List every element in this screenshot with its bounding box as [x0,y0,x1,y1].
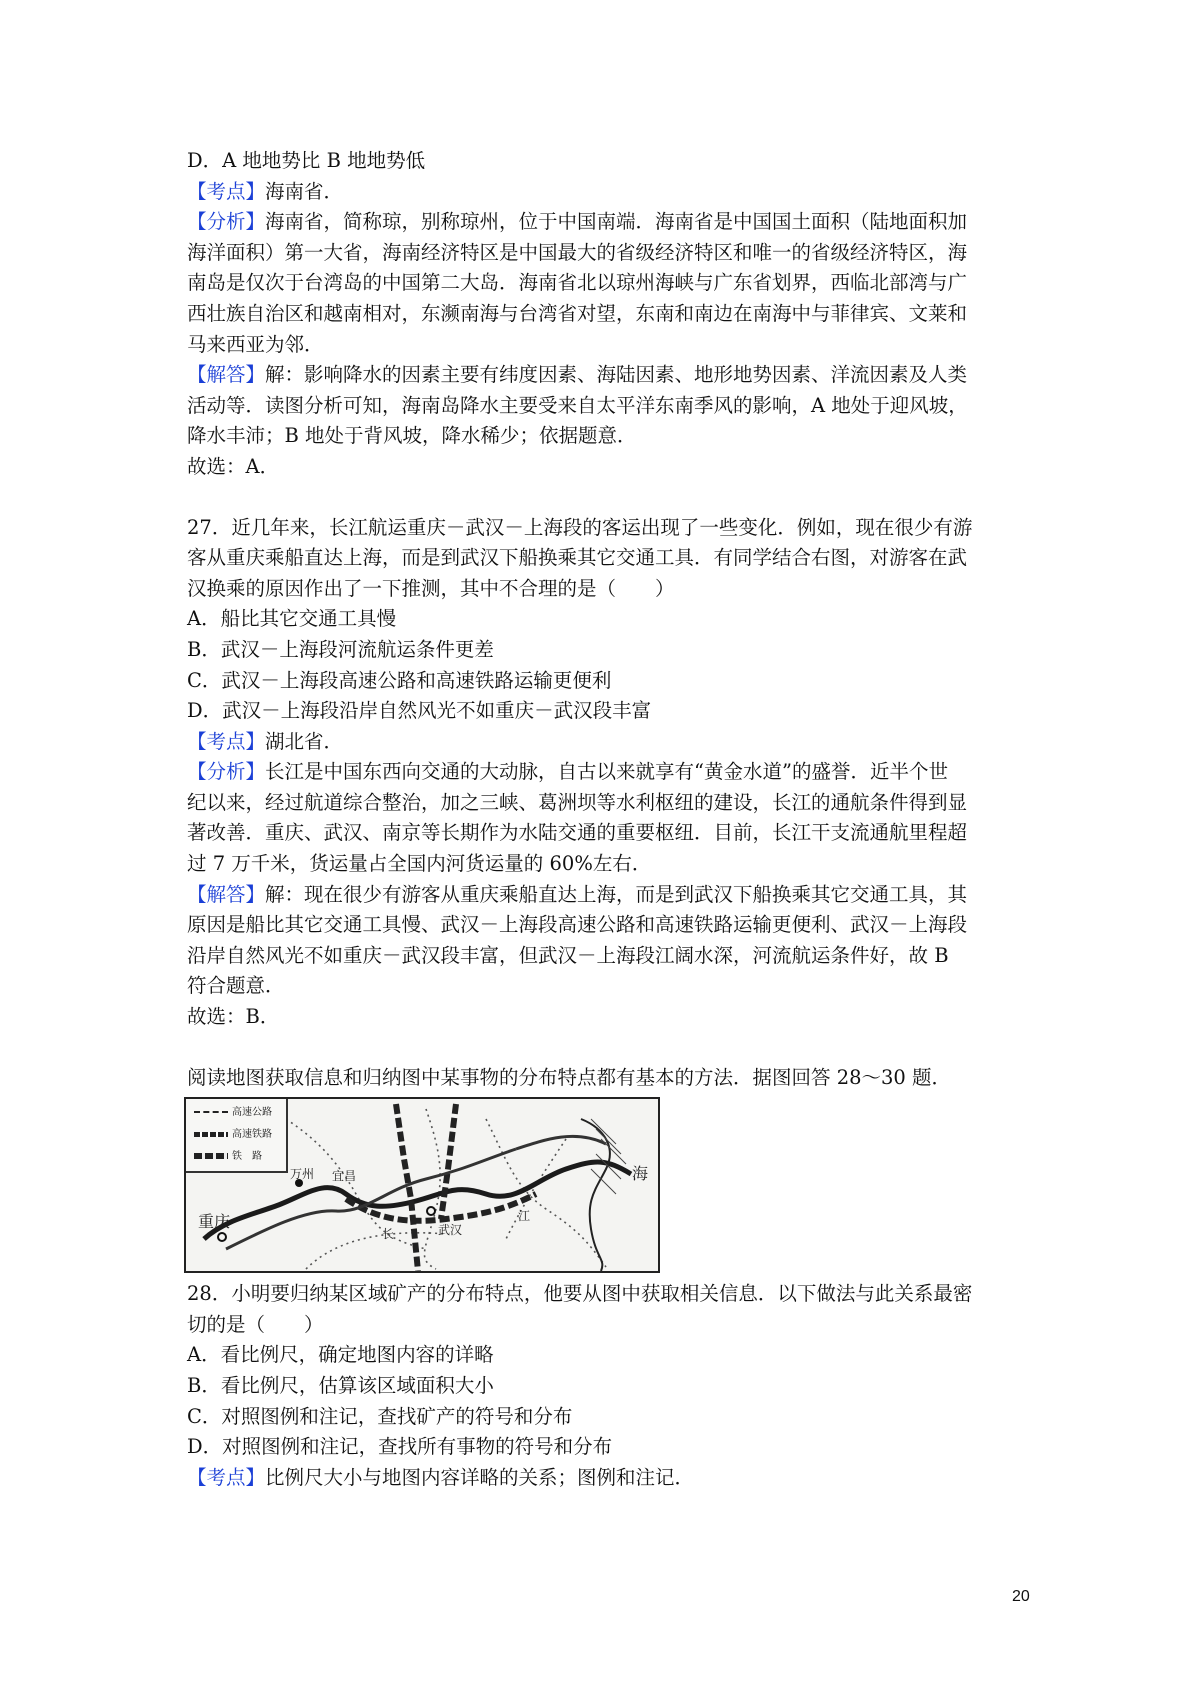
q26-jieda-line-2: 活动等．读图分析可知，海南岛降水主要受来自太平洋东南季风的影响，A 地处于迎风坡， [187,393,968,417]
sea-label: 海 [632,1164,649,1184]
q27-option-c: C．武汉－上海段高速公路和高速铁路运输更便利 [187,668,612,692]
q26-option-d: D．A 地地势比 B 地地势低 [187,149,426,172]
kaodian-tag: 【考点】 [187,729,266,753]
railway-symbol-icon [194,1153,228,1159]
jieda-text: 解：影响降水的因素主要有纬度因素、海陆因素、地形地势因素、洋流因素及人类 [265,363,968,387]
highway-symbol-icon [194,1111,228,1113]
city-label-yichang: 宜昌 [332,1169,357,1184]
q26-fenxi-line-4: 西壮族自治区和越南相对，东濒南海与台湾省对望，东南和南边在南海中与菲律宾、文莱和 [187,301,968,325]
q26-kaodian [187,177,1027,208]
wuhan-marker [427,1207,435,1215]
q26-answer: 故选：A． [187,454,280,478]
q27-option-d: D．武汉－上海段沿岸自然风光不如重庆－武汉段丰富 [187,699,652,723]
river-label-jiang: 江 [518,1209,531,1224]
q27-fenxi-line-1 [187,757,1027,788]
river-label-chang: 长 [382,1227,395,1242]
q28-option-d: D．对照图例和注记，查找所有事物的符号和分布 [187,1435,613,1459]
legend-high-speed-rail [194,1129,272,1141]
fenxi-text: 海南省，简称琼，别称琼州，位于中国南端．海南省是中国国土面积（陆地面积加 [265,210,968,234]
q26-fenxi-line-5: 马来西亚为邻． [187,332,324,356]
kaodian-tag: 【考点】 [187,1465,266,1489]
legend-railway [194,1151,262,1163]
q28-kaodian [187,1463,1027,1494]
q27-option-b: B．武汉－上海段河流航运条件更差 [187,637,494,661]
page-number: 20 [1012,1588,1030,1605]
q26-jieda-line-1 [187,360,1027,391]
high-speed-rail-symbol-icon [194,1132,228,1137]
q26-fenxi-line-2: 海洋面积）第一大省，海南经济特区是中国最大的省级经济特区和唯一的省级经济特区，海 [187,240,968,264]
q27-answer: 故选：B． [187,1005,280,1029]
q27-stem-line-3: 汉换乘的原因作出了一下推测，其中不合理的是（ ） [187,576,675,600]
q27-stem-line-1: 27．近几年来，长江航运重庆－武汉－上海段的客运出现了一些变化．例如，现在很少有游 [187,515,973,539]
q27-jieda-line-1 [187,880,1027,911]
q26-fenxi-line-1 [187,207,1027,238]
q28-option-b: B．看比例尺，估算该区域面积大小 [187,1374,494,1397]
jieda-tag: 【解答】 [187,363,266,387]
q26-fenxi-line-3: 南岛是仅次于台湾岛的中国第二大岛．海南省北以琼州海峡与广东省划界，西临北部湾与广 [187,271,968,295]
q27-kaodian [187,727,1027,758]
city-label-chongqing: 重庆 [198,1212,231,1232]
coastline [581,1119,610,1271]
q28-30-intro: 阅读地图获取信息和归纳图中某事物的分布特点都有基本的方法．据图回答 28～30 题． [187,1065,952,1089]
kaodian-text: 海南省． [265,179,344,203]
railways [346,1104,536,1271]
q27-fenxi-line-3: 著改善．重庆、武汉、南京等长期作为水陆交通的重要枢纽．目前，长江干支流通航里程超 [187,821,968,845]
q27-option-a: A．船比其它交通工具慢 [187,607,397,631]
q27-stem-line-2: 客从重庆乘船直达上海，而是到武汉下船换乘其它交通工具．有同学结合右图，对游客在武 [187,546,968,570]
jieda-text: 解：现在很少有游客从重庆乘船直达上海，而是到武汉下船换乘其它交通工具，其 [265,882,968,906]
legend-railway-label: 铁 路 [232,1151,262,1163]
page-content [187,146,1027,1493]
fenxi-tag: 【分析】 [187,210,266,234]
q28-stem-line-1: 28．小明要归纳某区域矿产的分布特点，他要从图中获取相关信息．以下做法与此关系最密 [187,1282,973,1306]
kaodian-text: 比例尺大小与地图内容详略的关系；图例和注记． [265,1465,695,1489]
q27-jieda-line-2: 原因是船比其它交通工具慢、武汉－上海段高速公路和高速铁路运输更便利、武汉－上海段 [187,913,968,937]
jieda-tag: 【解答】 [187,882,266,906]
kaodian-text: 湖北省． [265,729,344,753]
coastal-hatching [591,1119,626,1194]
q27-fenxi-line-2: 纪以来，经过航道综合整治，加之三峡、葛洲坝等水利枢纽的建设，长江的通航条件得到显 [187,790,968,814]
city-label-wanzhou: 万州 [290,1167,315,1182]
q27-jieda-line-3: 沿岸自然风光不如重庆－武汉段丰富，但武汉－上海段江阔水深，河流航运条件好，故 B [187,943,949,967]
legend-highway [194,1107,272,1119]
q28-stem-line-2: 切的是（ ） [187,1312,324,1336]
kaodian-tag: 【考点】 [187,179,266,203]
legend-high-speed-rail-label: 高速铁路 [232,1129,272,1141]
q27-fenxi-line-4: 过 7 万千米，货运量占全国内河货运量的 60%左右． [187,852,652,876]
q27-jieda-line-4: 符合题意． [187,974,285,998]
legend-highway-label: 高速公路 [232,1107,272,1119]
q28-option-c: C．对照图例和注记，查找矿产的符号和分布 [187,1404,573,1428]
q26-jieda-line-3: 降水丰沛；B 地处于背风坡，降水稀少；依据题意． [187,424,637,448]
map-legend [186,1099,288,1173]
yangtze-map-figure [184,1097,660,1273]
fenxi-text: 长江是中国东西向交通的大动脉，自古以来就享有“黄金水道”的盛誉．近半个世 [265,760,948,784]
q28-option-a: A．看比例尺，确定地图内容的详略 [187,1343,494,1367]
fenxi-tag: 【分析】 [187,760,266,784]
city-label-wuhan: 武汉 [438,1223,463,1238]
